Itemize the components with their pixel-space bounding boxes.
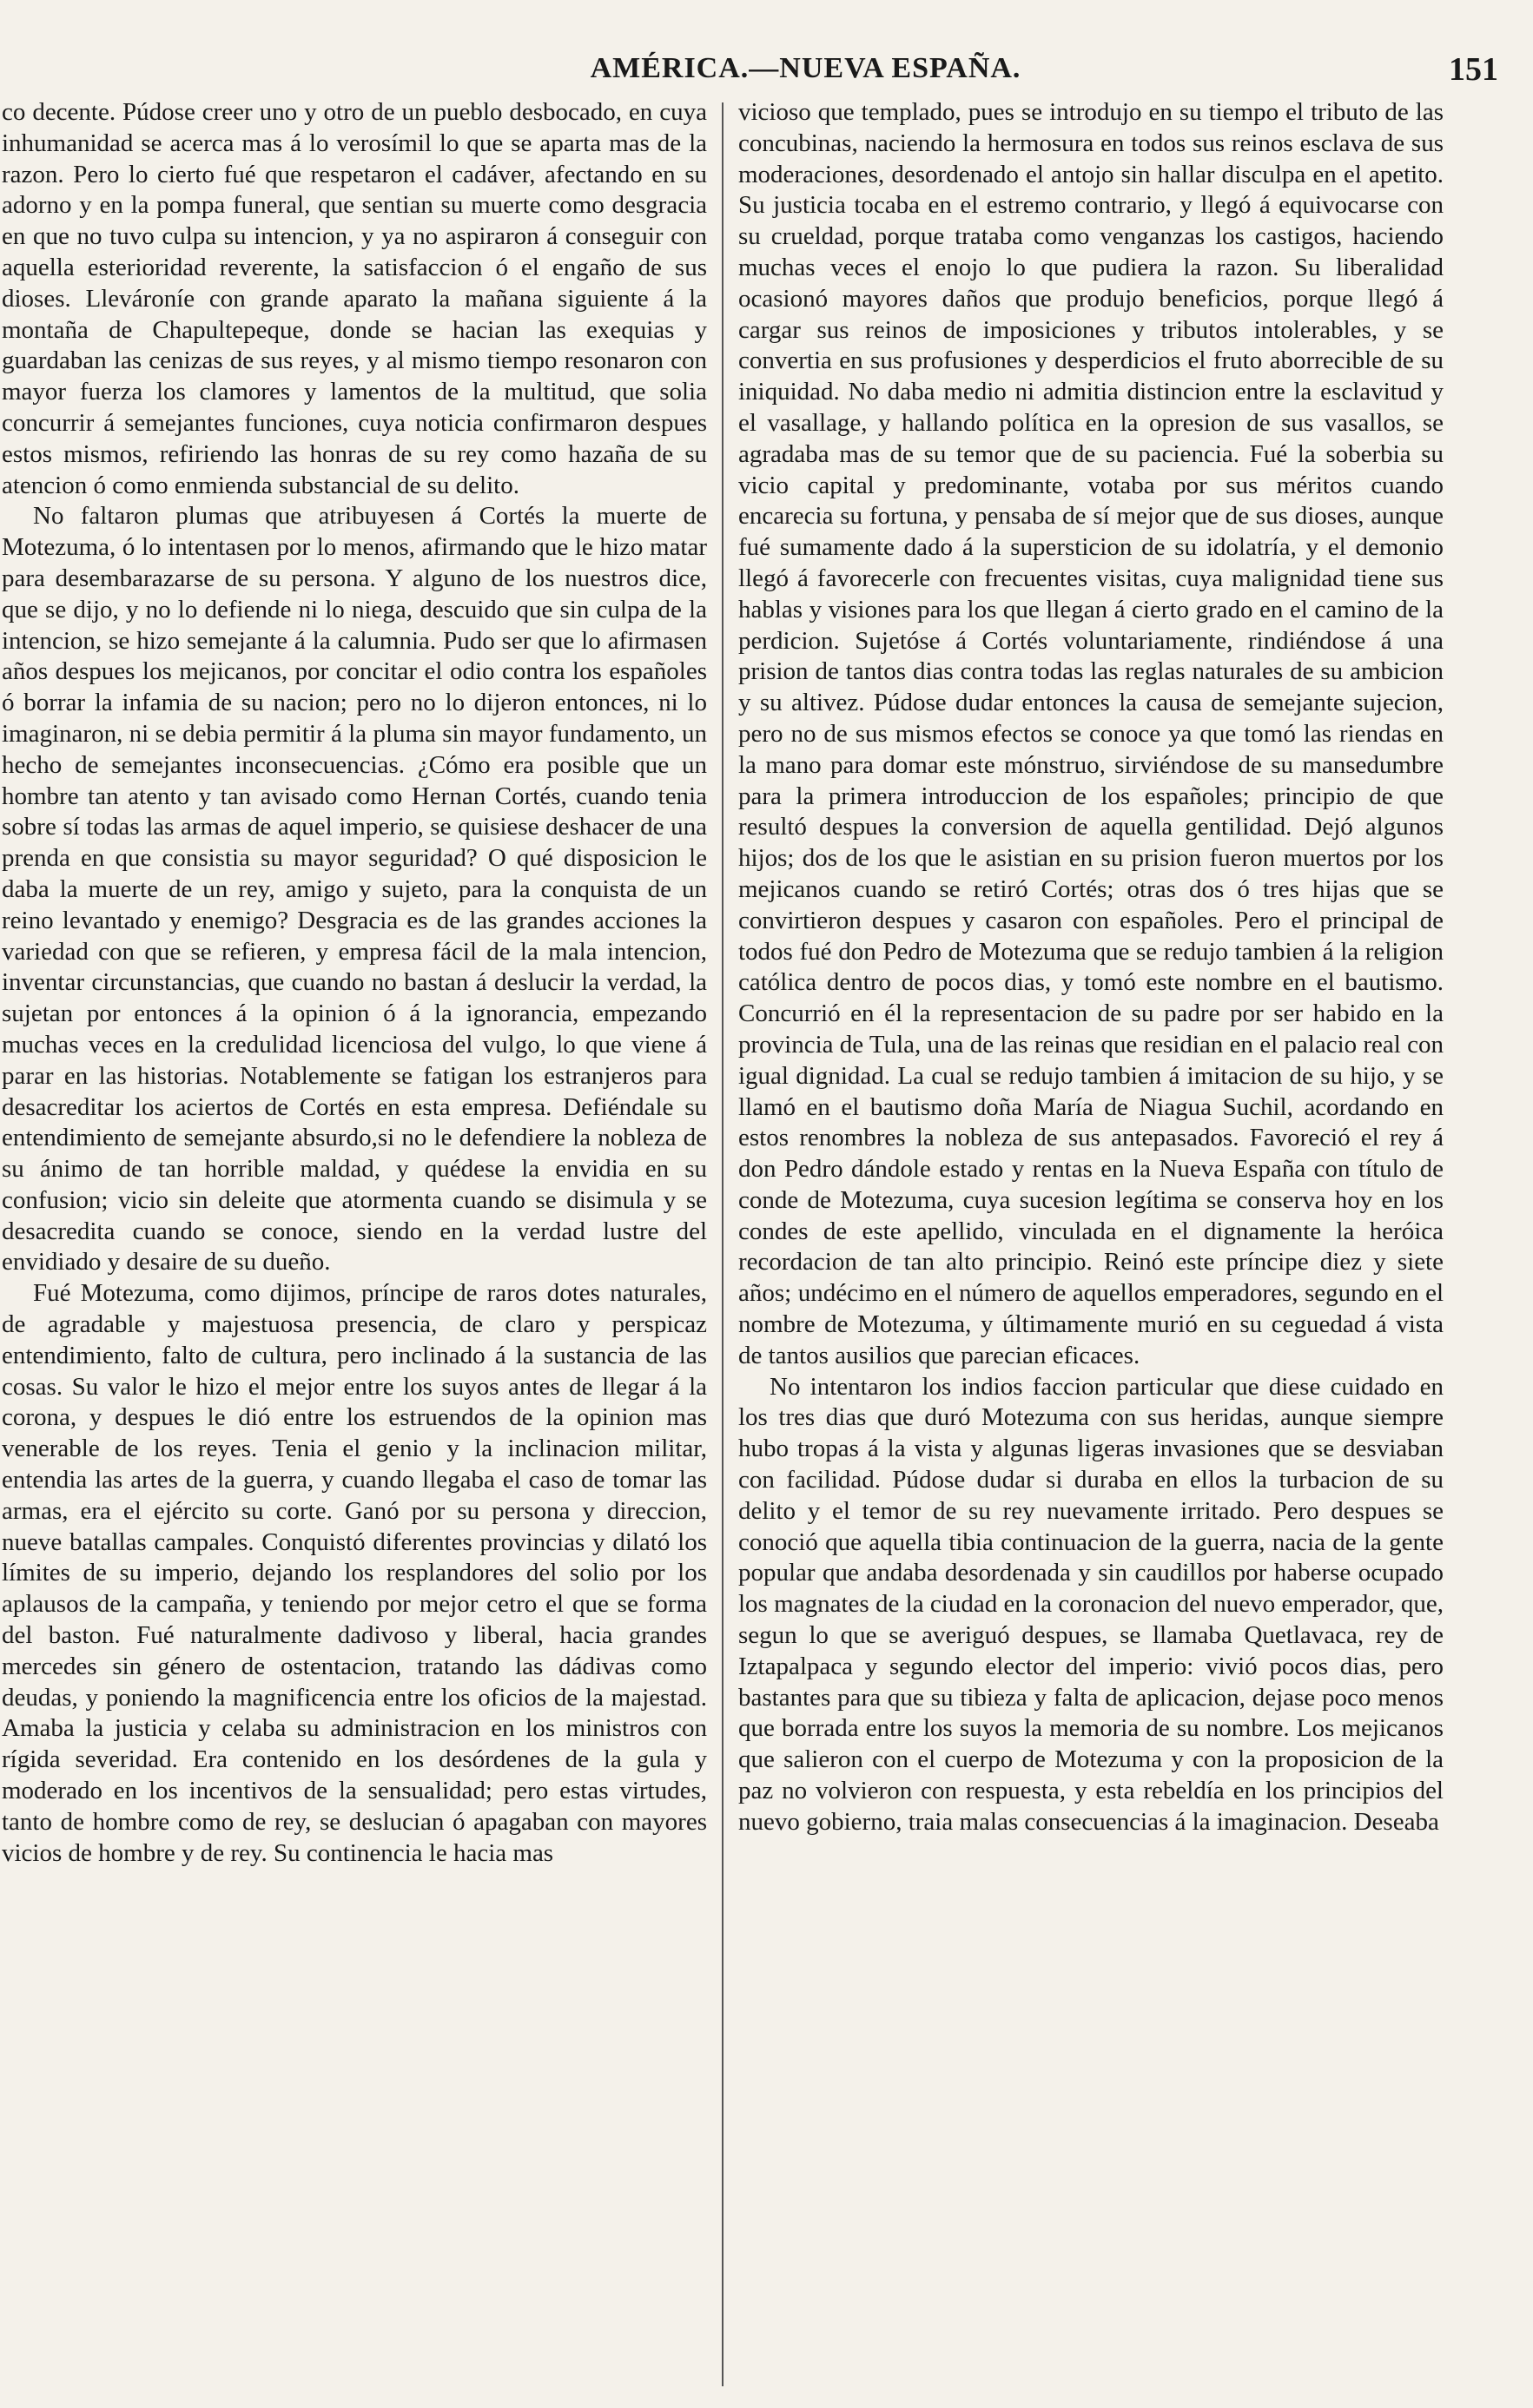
paragraph: Fué Motezuma, como dijimos, príncipe de raros dotes naturales, de agradable y majestuosa presencia, de claro y perspicaz entendimiento, falto de cultura, pero inclinado á la sustancia de las cosas. Su valor le hizo el mejor entre los suyos antes de llegar á la corona, y despues le dió entre los estruendos de la opinion mas venerable de los reyes. Tenia el genio y la inclinacion militar, entendia las artes de la guerra, y cuando llegaba el caso de tomar las armas, era el ejército su corte. Ganó por su persona y direccion, nueve batallas campales. Conquistó diferentes provincias y dilató los límites de su imperio, dejando los resplandores del solio por los aplausos de la campaña, y teniendo por mejor cetro el que se forma del baston. Fué naturalmente dadivoso y liberal, hacia grandes mercedes sin género de ostentacion, tratando las dádivas como deudas, y poniendo la magnificencia entre los oficios de la majestad. Amaba la justicia y celaba su administracion en los ministros con rígida severidad. Era contenido en los desórdenes de la gula y moderado en los incentivos de la sensualidad; pero estas virtudes, tanto de hombre como de rey, se deslucian ó apagaban con mayores vicios de hombre y de rey. Su continencia le hacia mas xyxy=(2,1279,707,1867)
paragraph: co decente. Púdose creer uno y otro de un pueblo desbocado, en cuya inhumanidad se acerca mas á lo verosímil lo que se aparta mas de la razon. Pero lo cierto fué que respetaron el cadáver, afectando en su adorno y en la pompa funeral, que sentian su muerte como desgracia en que no tuvo culpa su intencion, y ya no aspiraron á conseguir con aquella esterioridad reverente, la satisfaccion ó el engaño de sus dioses. Llevároníe con grande aparato la mañana siguiente á la montaña de Chapultepeque, donde se hacian las exequias y guardaban las cenizas de sus reyes, y al mismo tiempo resonaron con mayor fuerza los clamores y lamentos de la multitud, que solia concurrir á semejantes funciones, cuya noticia confirmaron despues estos mismos, refiriendo las honras de su rey como hazaña de su atencion ó como enmienda substancial de su delito. xyxy=(2,98,707,499)
text-columns xyxy=(0,97,1533,2390)
paragraph: vicioso que templado, pues se introdujo en su tiempo el tributo de las concubinas, naciendo la hermosura en todos sus reinos esclava de sus moderaciones, desordenado el antojo sin hallar disculpa en el apetito. Su justicia tocaba en el estremo contrario, y llegó á equivocarse con su crueldad, porque trataba como venganzas los castigos, haciendo muchas veces el enojo lo que pudiera la razon. Su liberalidad ocasionó mayores daños que produjo beneficios, porque llegó á cargar sus reinos de imposiciones y tributos intolerables, y se convertia en sus profusiones y desperdicios el fruto aborrecible de su iniquidad. No daba medio ni admitia distincion entre la esclavitud y el vasallage, y hallando política en la opresion de sus vasallos, se agradaba mas de su temor que de su paciencia. Fué la soberbia su vicio capital y predominante, votaba por sus méritos cuando encarecia su fortuna, y pensaba de sí mejor que de sus dioses, aunque fué sumamente dado á la supersticion de su idolatría, y el demonio llegó á favorecerle con frecuentes visitas, cuya malignidad tiene sus hablas y visiones para los que llegan á cierto grado en el camino de la perdicion. Sujetóse á Cortés voluntariamente, rindiéndose á una prision de tantos dias contra todas las reglas naturales de su ambicion y su altivez. Púdose dudar entonces la causa de semejante sujecion, pero no de sus mismos efectos se conoce ya que tomó las riendas en la mano para domar este mónstruo, sirviéndose de su mansedumbre para la primera introduccion de los españoles; principio de que resultó despues la conversion de aquella gentilidad. Dejó algunos hijos; dos de los que le asistian en su prision fueron muertos por los mejicanos cuando se retiró Cortés; otras dos ó tres hijas que se convirtieron despues y casaron con españoles. Pero el principal de todos fué don Pedro de Motezuma que se redujo tambien á la religion católica dentro de pocos dias, y tomó este nombre en el bautismo. Concurrió en él la representacion de su padre por ser habido en la provincia de Tula, una de las reinas que residian en el palacio real con igual dignidad. La cual se redujo tambien á imitacion de su hijo, y se llamó en el bautismo doña María de Niagua Suchil, acordando en estos renombres la nobleza de sus antepasados. Favoreció el rey á don Pedro dándole estado y rentas en la Nueva España con título de conde de Motezuma, cuya sucesion legítima se conserva hoy en los condes de este apellido, vinculada en el dignamente la heróica recordacion de tan alto principio. Reinó este príncipe diez y siete años; undécimo en el número de aquellos emperadores, segundo en el nombre de Motezuma, y últimamente murió en su ceguedad á vista de tantos ausilios que parecian eficaces. xyxy=(738,98,1444,1369)
right-column xyxy=(738,97,1444,2390)
paragraph: No intentaron los indios faccion particular que diese cuidado en los tres dias que duró Motezuma con sus heridas, aunque siempre hubo tropas á la vista y algunas ligeras invasiones que se desviaban con facilidad. Púdose dudar si duraba en ellos la turbacion de su delito y el temor de su rey nuevamente irritado. Pero despues se conoció que aquella tibia continuacion de la guerra, nacia de la gente popular que andaba desordenada y sin caudillos por haberse ocupado los magnates de la ciudad en la coronacion del nuevo emperador, que, segun lo que se averiguó despues, se llamaba Quetlavaca, rey de Iztapalpaca y segundo elector del imperio: vivió pocos dias, pero bastantes para que su tibieza y falta de aplicacion, dejase poco menos que borrada entre los suyos la memoria de su nombre. Los mejicanos que salieron con el cuerpo de Motezuma y con la proposicion de la paz no volvieron con respuesta, y esta rebeldía en los principios del nuevo gobierno, traia malas consecuencias á la imaginacion. Deseaba xyxy=(738,1372,1444,1836)
left-column xyxy=(2,97,707,2390)
running-title: AMÉRICA.—NUEVA ESPAÑA. xyxy=(590,52,1021,84)
running-header xyxy=(104,45,1507,89)
page-number: 151 xyxy=(1449,51,1498,88)
paragraph: No faltaron plumas que atribuyesen á Cortés la muerte de Motezuma, ó lo intentasen por lo menos, afirmando que le hizo matar para desembarazarse de su persona. Y alguno de los nuestros dice, que se dijo, y no lo defiende ni lo niega, descuido que sin culpa de la intencion, se hizo semejante á la calumnia. Pudo ser que lo afirmasen años despues los mejicanos, por concitar el odio contra los españoles ó borrar la infamia de su nacion; pero no lo dijeron entonces, ni lo imaginaron, ni se debia permitir á la pluma sin mayor fundamento, un hecho de semejantes inconsecuencias. ¿Cómo era posible que un hombre tan atento y tan avisado como Hernan Cortés, cuando tenia sobre sí todas las armas de aquel imperio, se quisiese deshacer de una prenda en que consistia su mayor seguridad? O qué disposicion le daba la muerte de un rey, amigo y sujeto, para la conquista de un reino levantado y enemigo? Desgracia es de las grandes acciones la variedad con que se refieren, y empresa fácil de la mala intencion, inventar circunstancias, que cuando no bastan á deslucir la verdad, la sujetan por entonces á la opinion ó á la ignorancia, empezando muchas veces en la credulidad licenciosa del vulgo, lo que viene á parar en las historias. Notablemente se fatigan los estranjeros para desacreditar los aciertos de Cortés en esta empresa. Defiéndale su entendimiento de semejante absurdo,si no le defendiere la nobleza de su ánimo de tan horrible maldad, y quédese la envidia en su confusion; vicio sin deleite que atormenta cuando se disimula y se desacredita cuando se conoce, siendo en la verdad lustre del envidiado y desaire de su dueño. xyxy=(2,502,707,1277)
